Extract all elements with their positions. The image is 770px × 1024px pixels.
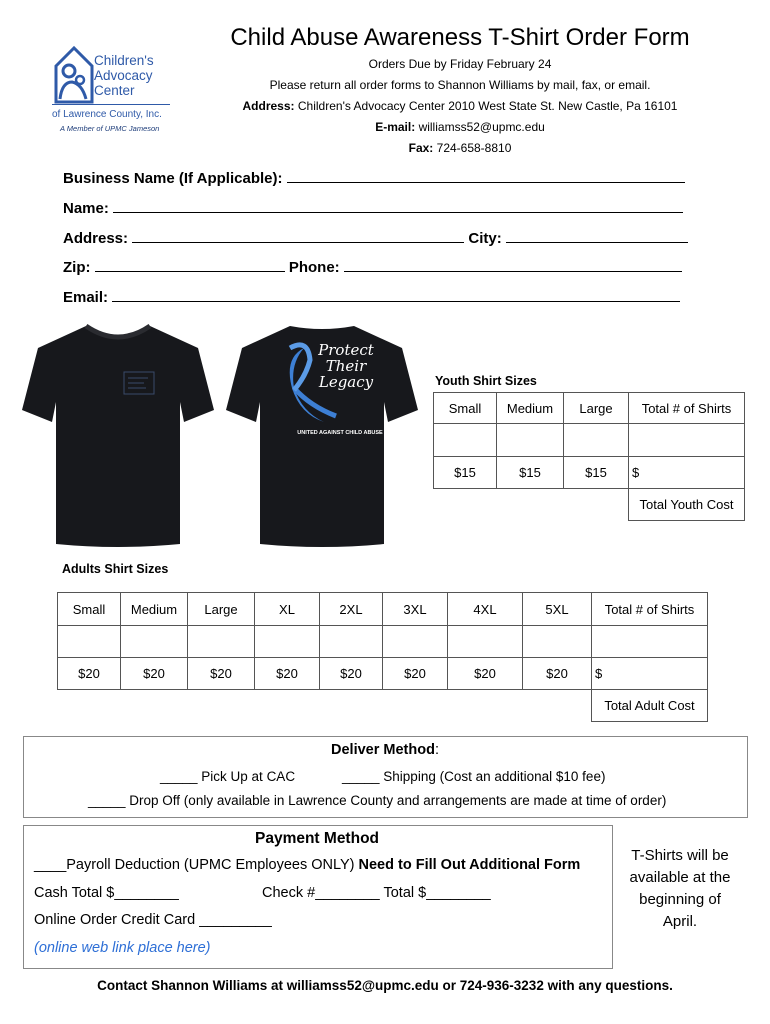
name-input[interactable]: [113, 198, 683, 213]
business-label: Business Name (If Applicable):: [63, 170, 283, 187]
online-link[interactable]: (online web link place here): [34, 940, 211, 956]
online-order[interactable]: Online Order Credit Card _________: [34, 912, 272, 928]
youth-title: Youth Shirt Sizes: [435, 374, 537, 388]
adult-header-large: Large: [188, 593, 255, 626]
adult-header-3xl: 3XL: [383, 593, 448, 626]
fax-line: [210, 141, 710, 155]
due-date: Orders Due by Friday February 24: [368, 57, 552, 71]
adult-qty-5xl[interactable]: [523, 626, 592, 658]
youth-header-small: Small: [434, 393, 497, 424]
adult-price-xl: $20: [255, 658, 320, 690]
form-title: Child Abuse Awareness T-Shirt Order Form: [230, 24, 690, 51]
shirt-back-slogan: Protect Their Legacy: [318, 341, 374, 391]
address-value: Children's Advocacy Center 2010 West State St. New Castle, Pa 16101: [297, 99, 678, 113]
zip-input[interactable]: [95, 257, 285, 272]
adult-price-large: $20: [188, 658, 255, 690]
name-label: Name:: [63, 200, 109, 217]
adult-header-total: Total # of Shirts: [592, 593, 708, 626]
adult-qty-large[interactable]: [188, 626, 255, 658]
adult-qty-small[interactable]: [58, 626, 121, 658]
tshirt-front-image: [20, 318, 216, 550]
youth-price-large: $15: [564, 457, 629, 489]
delivery-title: Deliver Method:: [331, 742, 439, 758]
email-input[interactable]: [112, 287, 680, 302]
availability-note: T-Shirts will be available at the beginning of April.: [629, 847, 731, 930]
dropoff-option[interactable]: _____ Drop Off (only available in Lawrence County and arrangements are made at time of order): [88, 793, 667, 808]
adult-table: [57, 592, 708, 722]
email-field: [63, 287, 680, 306]
youth-price-small: $15: [434, 457, 497, 489]
fax-value: 724-658-8810: [436, 141, 512, 155]
phone-label: Phone:: [288, 259, 340, 276]
logo-county: of Lawrence County, Inc.: [52, 109, 162, 120]
youth-qty-small[interactable]: [434, 424, 497, 457]
adult-qty-3xl[interactable]: [383, 626, 448, 658]
adult-title: Adults Shirt Sizes: [62, 562, 169, 576]
payment-title: Payment Method: [254, 830, 379, 847]
adult-qty-2xl[interactable]: [320, 626, 383, 658]
business-input[interactable]: [287, 168, 685, 183]
adult-qty-4xl[interactable]: [448, 626, 523, 658]
return-note: Please return all order forms to Shannon Williams by mail, fax, or email.: [269, 78, 651, 92]
fax-label: Fax:: [408, 141, 434, 155]
address-field: [63, 228, 688, 247]
email-field-label: Email:: [63, 289, 109, 306]
youth-qty-large[interactable]: [564, 424, 629, 457]
logo-divider: [52, 104, 170, 105]
house-family-icon: [52, 44, 96, 104]
youth-qty-total[interactable]: [629, 424, 745, 457]
adult-qty-total[interactable]: [592, 626, 708, 658]
address-label: Address:: [242, 99, 295, 113]
shipping-option[interactable]: _____ Shipping (Cost an additional $10 fee): [342, 769, 606, 784]
adult-price-4xl: $20: [448, 658, 523, 690]
logo-member: A Member of UPMC Jameson: [60, 124, 160, 133]
adult-price-total[interactable]: $: [592, 658, 708, 690]
cash-total[interactable]: Cash Total $________: [34, 885, 179, 901]
youth-header-large: Large: [564, 393, 629, 424]
youth-qty-medium[interactable]: [497, 424, 564, 457]
zip-label: Zip:: [63, 259, 91, 276]
adult-price-3xl: $20: [383, 658, 448, 690]
adult-header-5xl: 5XL: [523, 593, 592, 626]
email-value[interactable]: williamss52@upmc.edu: [418, 120, 545, 134]
address-field-label: Address:: [63, 230, 129, 247]
address-line: [210, 99, 710, 113]
city-input[interactable]: [506, 228, 688, 243]
phone-input[interactable]: [344, 257, 682, 272]
pickup-option[interactable]: _____ Pick Up at CAC: [160, 769, 296, 784]
adult-header-4xl: 4XL: [448, 593, 523, 626]
email-label: E-mail:: [375, 120, 416, 134]
address-input[interactable]: [132, 228, 464, 243]
adult-price-medium: $20: [121, 658, 188, 690]
organization-logo: [50, 40, 180, 140]
youth-header-medium: Medium: [497, 393, 564, 424]
adult-qty-medium[interactable]: [121, 626, 188, 658]
adult-header-medium: Medium: [121, 593, 188, 626]
youth-total-cost[interactable]: Total Youth Cost: [629, 489, 745, 521]
name-field: [63, 198, 683, 217]
zip-field: [63, 257, 682, 276]
adult-price-2xl: $20: [320, 658, 383, 690]
shirt-back-tagline: UNITED AGAINST CHILD ABUSE: [297, 430, 383, 436]
adult-total-cost[interactable]: Total Adult Cost: [592, 690, 708, 722]
adult-header-2xl: 2XL: [320, 593, 383, 626]
youth-price-medium: $15: [497, 457, 564, 489]
logo-name: Children's Advocacy Center: [94, 53, 154, 98]
payroll-option[interactable]: ____Payroll Deduction (UPMC Employees ONLY) Need to Fill Out Additional Form: [34, 857, 581, 873]
check-total[interactable]: Check #________ Total $________: [262, 885, 491, 901]
contact-footer: Contact Shannon Williams at williamss52@upmc.edu or 724-936-3232 with any questions.: [97, 978, 673, 993]
city-label: City:: [468, 230, 502, 247]
youth-table: [433, 392, 745, 521]
business-field: [63, 168, 685, 187]
email-line: [210, 120, 710, 134]
adult-header-xl: XL: [255, 593, 320, 626]
youth-price-total[interactable]: $: [629, 457, 745, 489]
adult-price-5xl: $20: [523, 658, 592, 690]
adult-header-small: Small: [58, 593, 121, 626]
adult-qty-xl[interactable]: [255, 626, 320, 658]
adult-price-small: $20: [58, 658, 121, 690]
youth-header-total: Total # of Shirts: [629, 393, 745, 424]
